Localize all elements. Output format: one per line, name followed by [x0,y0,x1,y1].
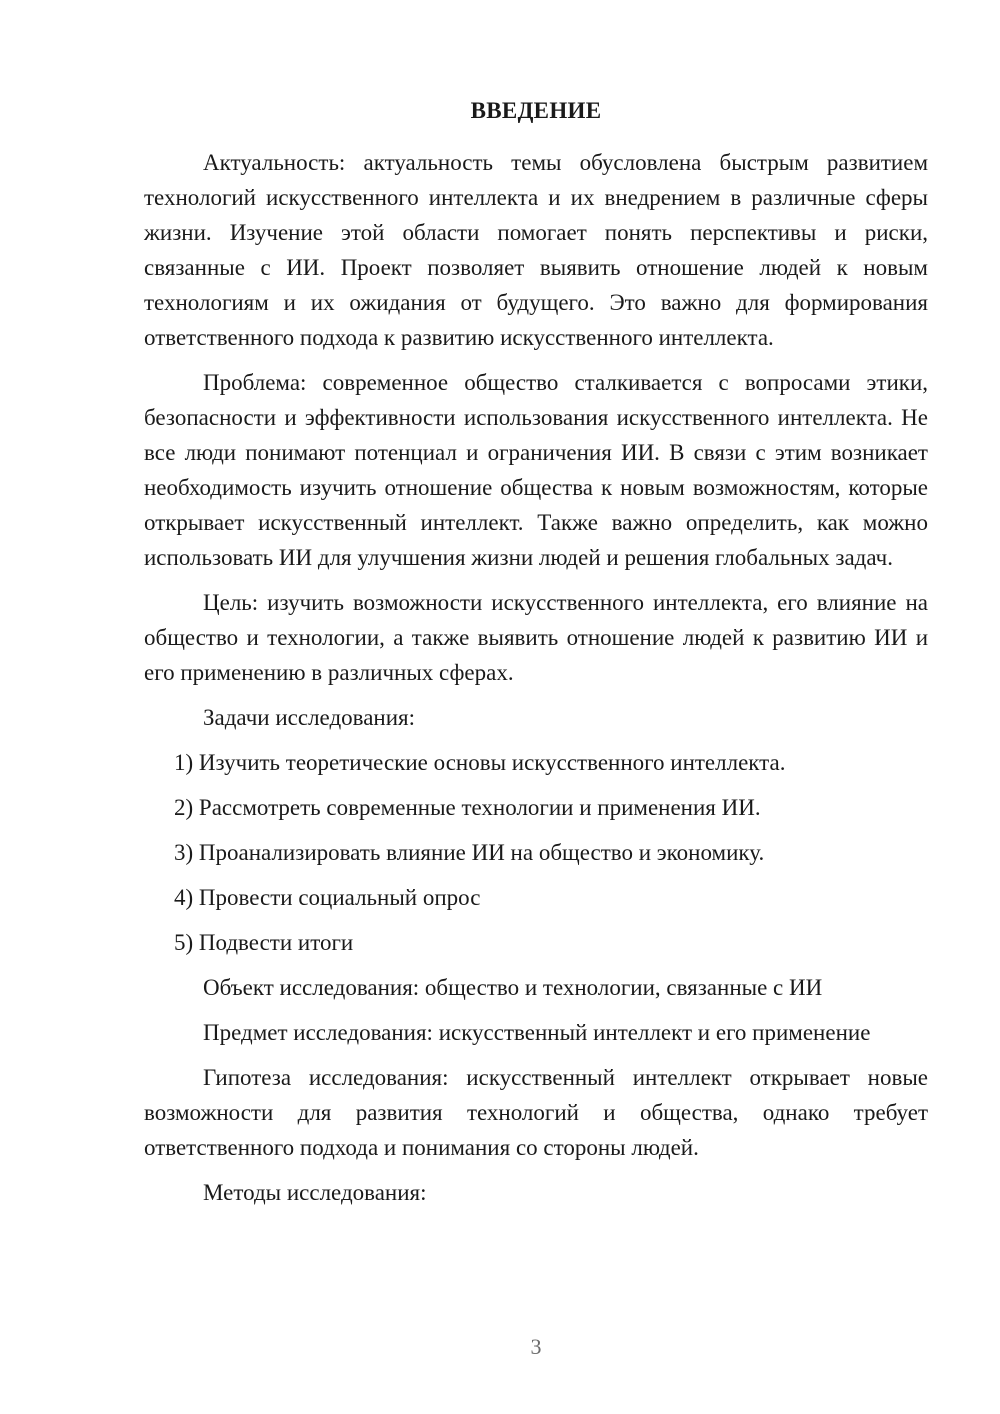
problem-paragraph: Проблема: современное общество сталкивается с вопросами этики, безопасности и эффективности использования искусственного интеллекта. Не все люди понимают потенциал и ограничения ИИ. В связи с этим возникает необходимость изучить отношение общества к новым возможностям, которые открывает искусственный интеллект. Также важно определить, как можно использовать ИИ для улучшения жизни людей и решения глобальных задач. [144,370,928,570]
goal-paragraph: Цель: изучить возможности искусственного интеллекта, его влияние на общество и технологии, а также выявить отношение людей к развитию ИИ и его применению в различных сферах. [144,590,928,685]
tasks-heading: Задачи исследования: [203,705,416,730]
list-item: 4) Провести социальный опрос [174,885,481,910]
research-object: Объект исследования: общество и технологии, связанные с ИИ [203,975,823,1000]
tasks-list [144,745,928,960]
list-item: 3) Проанализировать влияние ИИ на общество и экономику. [174,840,765,865]
list-item: 5) Подвести итоги [174,930,354,955]
hypothesis-paragraph: Гипотеза исследования: искусственный интеллект открывает новые возможности для развития технологий и общества, однако требует ответственного подхода и понимания со стороны людей. [144,1065,928,1160]
page-number: 3 [530,1334,542,1359]
list-item: 2) Рассмотреть современные технологии и применения ИИ. [174,795,761,820]
relevance-paragraph: Актуальность: актуальность темы обусловлена быстрым развитием технологий искусственного интеллекта и их внедрением в различные сферы жизни. Изучение этой области помогает понять перспективы и риски, связанные с ИИ. Проект позволяет выявить отношение людей к новым технологиям и их ожидания от будущего. Это важно для формирования ответственного подхода к развитию искусственного интеллекта. [144,150,928,350]
page-content [144,96,928,1220]
page-title: ВВЕДЕНИЕ [470,98,602,123]
list-item: 1) Изучить теоретические основы искусственного интеллекта. [174,750,786,775]
research-subject: Предмет исследования: искусственный интеллект и его применение [203,1020,871,1045]
methods-heading: Методы исследования: [203,1180,427,1205]
